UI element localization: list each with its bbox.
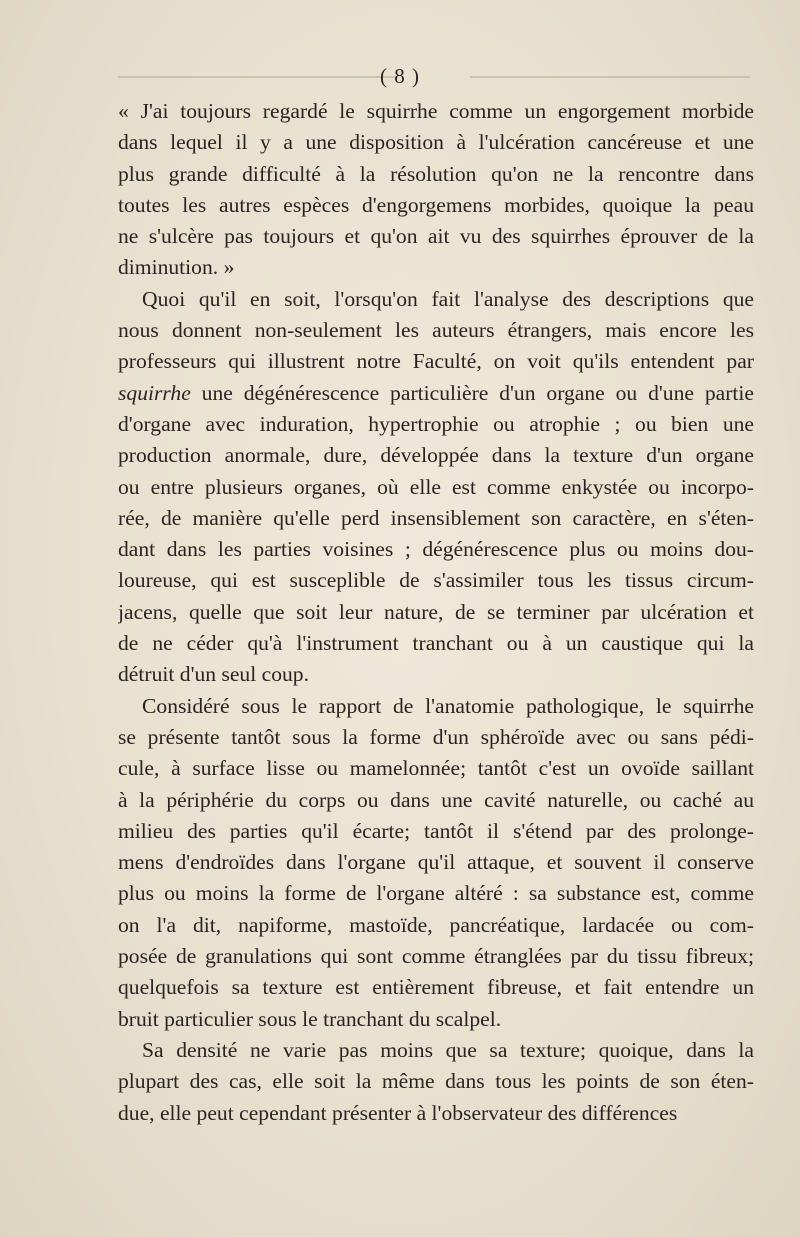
body-text — [118, 96, 754, 1129]
text-line: Considéré sous le rapport de l'anatomie pathologique, le squirrhe — [142, 693, 754, 718]
paragraph — [118, 96, 754, 284]
header-rule-right — [470, 76, 750, 78]
text-line: quelquefois sa texture est entièrement fibreuse, et fait entendre un — [118, 975, 754, 1000]
text-line: mens d'endroïdes dans l'organe qu'il attaque, et souvent il conserve — [118, 850, 754, 875]
text-line: jacens, quelle que soit leur nature, de se terminer par ulcération et — [118, 599, 754, 624]
text-line: diminution. » — [118, 255, 235, 280]
page-number: ( 8 ) — [380, 64, 420, 88]
text-line: squirrhe une dégénérescence particulière d'un organe ou d'une partie — [118, 380, 754, 405]
text-line: à la périphérie du corps ou dans une cavité naturelle, ou caché au — [118, 787, 754, 812]
text-line: loureuse, qui est susceplible de s'assimiler tous les tissus circum- — [118, 568, 754, 593]
text-line: milieu des parties qu'il écarte; tantôt il s'étend par des prolonge- — [118, 818, 754, 843]
paragraph — [118, 284, 754, 691]
text-line: plupart des cas, elle soit la même dans tous les points de son éten- — [118, 1069, 754, 1094]
emphasis-term: squirrhe — [118, 380, 191, 405]
text-line: bruit particulier sous le tranchant du scalpel. — [118, 1006, 502, 1031]
text-line: de ne céder qu'à l'instrument tranchant ou à un caustique qui la — [118, 631, 754, 656]
text-line: ou entre plusieurs organes, où elle est comme enkystée ou incorpo- — [118, 474, 754, 499]
text-line: Quoi qu'il en soit, l'orsqu'on fait l'analyse des descriptions que — [142, 286, 754, 311]
text-line: dant dans les parties voisines ; dégénérescence plus ou moins dou- — [118, 537, 754, 562]
text-line: se présente tantôt sous la forme d'un sphéroïde avec ou sans pédi- — [118, 724, 754, 749]
text-line: ne s'ulcère pas toujours et qu'on ait vu des squirrhes éprouver de la — [118, 224, 754, 249]
paragraph — [118, 1035, 754, 1129]
text-line: professeurs qui illustrent notre Faculté, on voit qu'ils entendent par — [118, 349, 754, 374]
text-line: due, elle peut cependant présenter à l'observateur des différences — [118, 1100, 678, 1125]
text-line: posée de granulations qui sont comme étranglées par du tissu fibreux; — [118, 944, 754, 969]
text-line: plus ou moins la forme de l'organe altéré : sa substance est, comme — [118, 881, 754, 906]
text-line: rée, de manière qu'elle perd insensiblement son caractère, en s'éten- — [118, 505, 754, 530]
text-line: toutes les autres espèces d'engorgemens morbides, quoique la peau — [118, 192, 754, 217]
text-line: détruit d'un seul coup. — [118, 662, 310, 687]
text-line: d'organe avec induration, hypertrophie ou atrophie ; ou bien une — [118, 411, 754, 436]
text-line: « J'ai toujours regardé le squirrhe comme un engorgement morbide — [118, 99, 754, 123]
text-line: dans lequel il y a une disposition à l'ulcération cancéreuse et une — [118, 130, 754, 155]
text-line: Sa densité ne varie pas moins que sa texture; quoique, dans la — [142, 1037, 754, 1062]
text-line: plus grande difficulté à la résolution qu'on ne la rencontre dans — [118, 161, 754, 186]
text-line: cule, à surface lisse ou mamelonnée; tantôt c'est un ovoïde saillant — [118, 756, 754, 781]
paragraph — [118, 691, 754, 1035]
text-line: production anormale, dure, développée dans la texture d'un organe — [118, 443, 754, 468]
text-line: nous donnent non-seulement les auteurs étrangers, mais encore les — [118, 318, 754, 343]
text-line: on l'a dit, napiforme, mastoïde, pancréatique, lardacée ou com- — [118, 912, 754, 937]
